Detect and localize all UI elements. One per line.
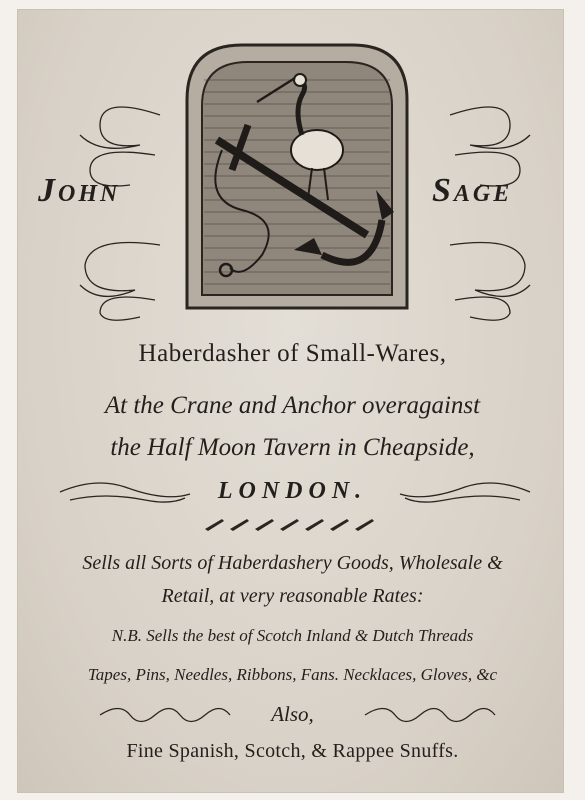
left-flourish-icon xyxy=(60,95,170,325)
right-flourish-icon xyxy=(440,95,550,325)
city-line: LONDON. xyxy=(217,478,368,504)
crane-and-anchor-emblem-icon xyxy=(182,40,412,310)
address-line-2: the Half Moon Tavern in Cheapside, xyxy=(110,434,475,461)
first-name: John xyxy=(38,172,121,209)
trade-line: Haberdasher of Small-Wares, xyxy=(138,340,447,367)
right-city-flourish-icon xyxy=(395,472,535,512)
sells-line-2: Retail, at very reasonable Rates: xyxy=(161,585,424,607)
address-line-1: At the Crane and Anchor overagainst xyxy=(104,392,481,419)
goods-line: Tapes, Pins, Needles, Ribbons, Fans. Necklaces, Gloves, &c xyxy=(87,665,498,684)
right-also-flourish-icon xyxy=(360,700,500,730)
sells-line-1: Sells all Sorts of Haberdashery Goods, Wholesale & xyxy=(82,552,503,574)
nb-line: N.B. Sells the best of Scotch Inland & Dutch Threads xyxy=(111,626,474,645)
snuffs-line: Fine Spanish, Scotch, & Rappee Snuffs. xyxy=(126,740,459,762)
also-line: Also, xyxy=(271,702,314,726)
dash-divider-icon xyxy=(200,514,385,534)
last-name: Sage xyxy=(432,172,513,209)
